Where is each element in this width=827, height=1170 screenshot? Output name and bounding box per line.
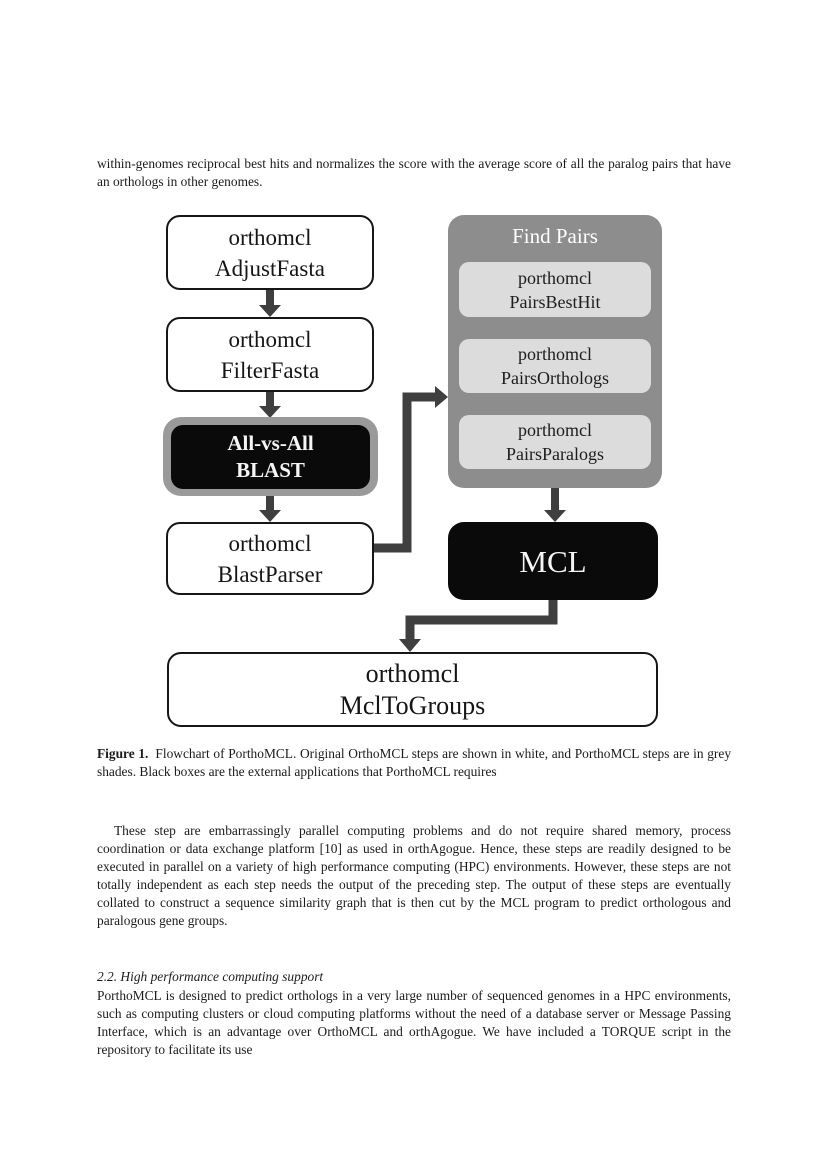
group-find-pairs (448, 215, 662, 488)
node-blast-grey-ring (163, 417, 378, 496)
node-label: PairsOrthologs (501, 368, 609, 388)
arrow-filterfasta-to-blast (259, 392, 281, 418)
node-orthomcl-filterfasta (166, 317, 374, 392)
node-label: MCL (519, 543, 587, 579)
arrow-blast-to-blastparser (259, 496, 281, 522)
body-paragraph-hpc: PorthoMCL is designed to predict orthologs in a very large number of sequenced genomes in a HPC environments, such as computing clusters or cloud computing platforms without the need of a database server or Message Passing Interface, which is an advantage over OrthoMCL and orthAgogue. We have included a TORQUE script in the repository to facilitate its use (97, 988, 731, 1057)
figure-caption-text: Flowchart of PorthoMCL. Original OrthoMCL steps are shown in white, and PorthoMCL steps are in grey shades. Black boxes are the external applications that PorthoMCL requires (97, 746, 732, 779)
intro-paragraph: within-genomes reciprocal best hits and normalizes the score with the average score of all the paralog pairs that have an orthologs in other genomes. (97, 156, 731, 189)
figure-caption (97, 745, 731, 781)
node-label: orthomcl (228, 224, 312, 250)
arrow-blastparser-to-findpairs (374, 386, 448, 548)
node-label: MclToGroups (339, 690, 486, 720)
node-orthomcl-blastparser (166, 522, 374, 595)
node-label: porthomcl (518, 344, 592, 364)
arrow-findpairs-to-mcl (544, 488, 566, 522)
body-paragraph-steps: These step are embarrassingly parallel computing problems and do not require shared memory, process coordination or data exchange platform [10] as used in orthAgogue. Hence, these steps are readily designed to be executed in parallel on a variety of high performance computing (HPC) environments. However, these steps are not totally independent as each step needs the output of the preceding step. The output of these steps are eventually collated to construct a sequence similarity graph that is then cut by the MCL program to predict orthologous and paralogous gene groups. (97, 823, 731, 928)
node-orthomcl-mcltogroups (167, 652, 658, 727)
node-label: porthomcl (518, 267, 592, 288)
group-find-pairs-title: Find Pairs (512, 224, 598, 248)
node-label: PairsParalogs (506, 444, 604, 464)
node-label: orthomcl (228, 530, 312, 556)
arrow-adjustfasta-to-filterfasta (259, 290, 281, 317)
node-label: AdjustFasta (215, 255, 325, 281)
node-label: orthomcl (228, 326, 312, 352)
node-label: All-vs-All (227, 430, 314, 455)
figure-flowchart (160, 210, 665, 730)
node-label: orthomcl (365, 658, 460, 688)
section-heading-hpc: 2.2. High performance computing support (97, 969, 324, 984)
node-label: PairsBestHit (509, 291, 601, 312)
figure-caption-label: Figure 1. (97, 746, 149, 761)
node-orthomcl-adjustfasta (166, 215, 374, 290)
node-all-vs-all-blast (171, 425, 370, 489)
node-porthomcl-pairsbesthit (459, 262, 651, 317)
node-label: BlastParser (217, 561, 323, 587)
arrow-mcl-to-mcltogroups (399, 600, 553, 652)
node-mcl (448, 522, 658, 600)
node-porthomcl-pairsparalogs (459, 415, 651, 469)
node-label: porthomcl (518, 420, 592, 440)
node-label: FilterFasta (220, 357, 320, 383)
node-label: BLAST (236, 457, 305, 482)
node-porthomcl-pairsorthologs (459, 339, 651, 393)
